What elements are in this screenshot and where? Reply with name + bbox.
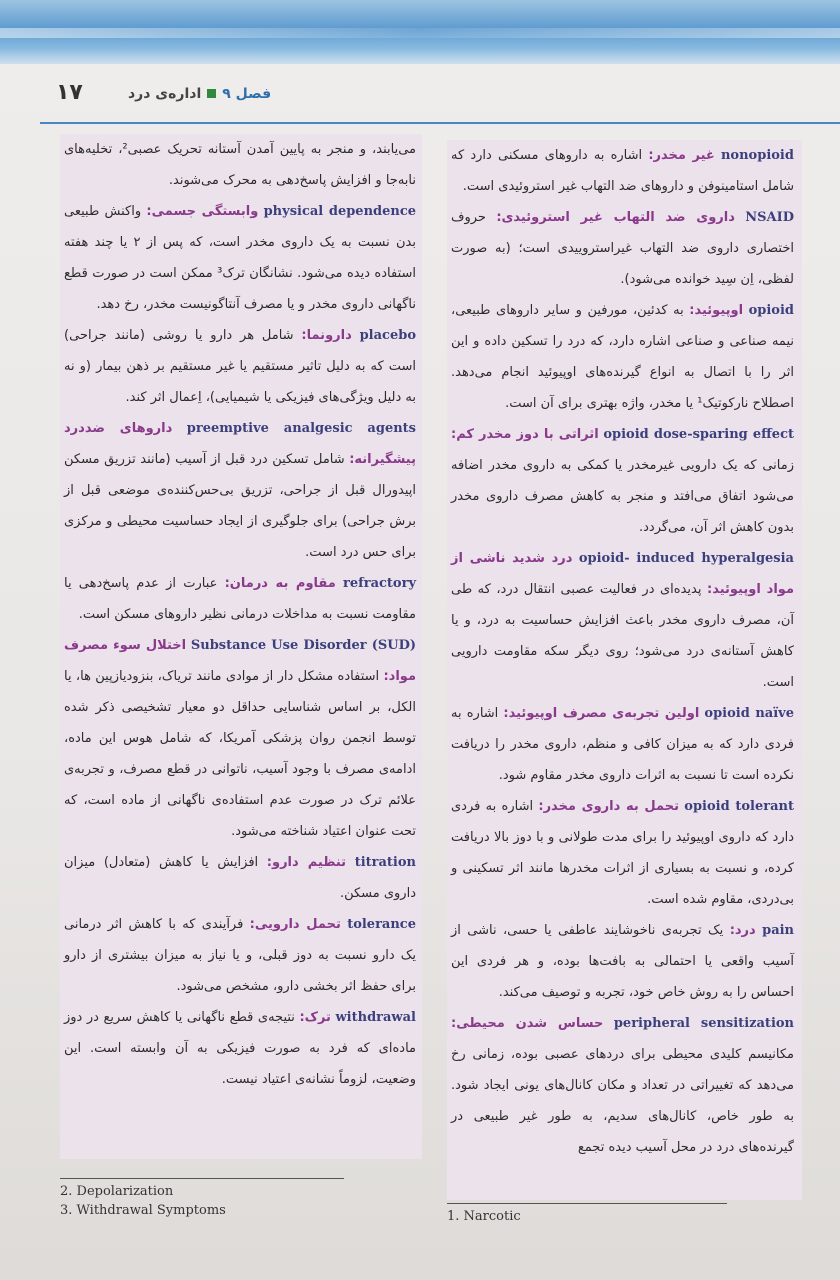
footnote: 2. Depolarization [60,1184,174,1199]
term-english: tolerance [347,917,416,932]
footnote: 3. Withdrawal Symptoms [60,1203,226,1218]
glossary-entry [64,320,416,413]
definition-text: فرآیندی که با کاهش اثر درمانی یک دارو نسبت به دوز قبلی، و یا نیاز به میزان بیشتری از دارو برای حفظ اثر بخشی دارو، مشخص می‌شود. [64,917,416,994]
chapter-title: اداره‌ی درد [128,86,202,102]
definition-text: شامل تسکین درد قبل از آسیب (مانند تزریق مسکن اپیدورال قبل از جراحی، تزریق بی‌حس‌کننده‌ی موضعی قبل از برش جراحی) برای جلوگیری از ایجاد حساسیت محیطی و مرکزی برای حس درد است. [64,452,416,560]
definition-text: پدیده‌ای در فعالیت عصبی انتقال درد، که طی آن، مصرف داروی مخدر باعث افزایش حساسیت به درد، و یا کاهش آستانه‌ی درد می‌شود؛ روی دیگر سکه مقاومت دارویی است. [451,582,794,690]
term-english: NSAID [745,210,794,225]
term-english: opioid [748,303,794,318]
glossary-entry [451,791,794,915]
term-english: pain [762,923,795,938]
glossary-entry [64,413,416,568]
term-english: refractory [343,576,416,591]
definition-text: حروف اختصاری داروی ضد التهاب غیراستروییدی است؛ (به صورت لفظی، اِن سِید خوانده می‌شود). [451,210,794,287]
definition-text: نتیجه‌ی قطع ناگهانی یا کاهش سریع در دوز ماده‌ای که فرد به صورت فیزیکی به آن وابسته است. این وضعیت، لزوماً نشانه‌ی اعتیاد نیست. [64,1010,416,1087]
term-persian: اوپیوئید: [689,303,744,318]
definition-text: می‌یابند، و منجر به پایین آمدن آستانه تحریک عصبی²، تخلیه‌های نابه‌جا و افزایش پاسخ‌دهی به محرک می‌شوند. [64,142,416,188]
left-column [60,134,422,1159]
term-persian: تنظیم دارو: [266,855,347,870]
term-english: peripheral sensitization [613,1016,794,1031]
footnote: 1. Narcotic [447,1209,521,1224]
right-column [447,140,802,1200]
term-persian: مقاوم به درمان: [224,576,336,591]
term-persian: داروهای ضددرد پیشگیرانه: [64,421,416,467]
definition-text: مکانیسم کلیدی محیطی برای دردهای عصبی بوده، زمانی رخ می‌دهد که تغییراتی در تعداد و مکان کانال‌های یونی ایجاد شود. به طور خاص، کانال‌های سدیم، به طور غیر طبیعی در گیرنده‌های درد در محل آسیب دیده تجمع [451,1047,794,1155]
term-persian: تحمل دارویی: [249,917,341,932]
term-persian: اولین تجربه‌ی مصرف اوپیوئید: [503,706,700,721]
glossary-entry [64,630,416,847]
chapter-label: فصل ۹ [222,86,272,102]
term-english: preemptive analgesic agents [186,421,416,436]
definition-text: عبارت از عدم پاسخ‌دهی یا مقاومت نسبت به مداخلات درمانی نظیر داروهای مسکن است. [64,576,416,622]
definition-text: زمانی که یک دارویی غیرمخدر یا کمکی به داروی مخدر اضافه می‌شود اتفاق می‌افتد و منجر به کاهش مصرف داروی مخدر بدون کاهش اثر آن، می‌گردد. [451,458,794,535]
term-english: physical dependence [263,204,417,219]
term-english: withdrawal [335,1010,416,1025]
term-english: Substance Use Disorder (SUD) [190,638,416,653]
glossary-entry [64,196,416,320]
term-persian: دارونما: [301,328,352,343]
glossary-entry [451,698,794,791]
definition-text: اشاره به فردی دارد که داروی اوپیوئید را برای مدت طولانی و با دوز بالا دریافت کرده، و نسبت به بسیاری از اثرات مخدرها مانند اثر تسکینی و بی‌دردی، مقاوم شده است. [451,799,794,907]
chapter-heading [128,86,271,102]
page-number: ۱۷ [56,80,83,105]
top-decorative-band [0,0,840,64]
page-header [0,80,840,120]
term-persian: درد شدید ناشی از مواد اوپیوئید: [451,551,795,597]
term-persian: ترک: [299,1010,331,1025]
term-persian: داروی ضد التهاب غیر استروئیدی: [496,210,735,225]
square-bullet-icon [207,89,216,98]
definition-text: استفاده مشکل دار از موادی مانند تریاک، بنزودیازپین ها، یا الکل، بر اساس شناسایی حداقل دو معیار تشخیصی ذکر شده توسط انجمن روان پزشکی آمریکا، که شامل هوس این ماده، ادامه‌ی مصرف با وجود آسیب، ناتوانی در قطع مصرف، و تجربه‌ی علائم ترک در صورت عدم استفاده‌ی ناگهانی از ماده است، که تحت عنوان اعتیاد شناخته می‌شود. [64,669,416,839]
term-persian: اثراتی با دوز مخدر کم: [451,427,599,442]
glossary-entry [451,1008,794,1163]
term-persian: غیر مخدر: [648,148,715,163]
glossary-entry [451,915,794,1008]
glossary-entry [451,140,794,202]
glossary-entry [451,419,794,543]
term-english: nonopioid [720,148,794,163]
term-persian: حساس شدن محیطی: [451,1016,604,1031]
definition-text: به کدئین، مورفین و سایر داروهای طبیعی، نیمه صناعی و صناعی اشاره دارد، که درد را تسکین داده و این اثر را با اتصال به انواع گیرنده‌های اوپیوئید انجام می‌دهد. اصطلاح نارکوتیک¹ یا مخدر، واژه بهتری برای آن است. [451,303,794,411]
term-english: opioid dose-sparing effect [603,427,794,442]
header-rule [40,122,840,124]
definition-text: اشاره به داروهای مسکنی دارد که شامل استامینوفن و داروهای ضد التهاب غیر استروئیدی است. [451,148,794,194]
footnote-rule-left [60,1178,344,1179]
term-english: placebo [359,328,416,343]
footnote-rule-right [447,1203,727,1204]
definition-text: واکنش طبیعی بدن نسبت به یک داروی مخدر است، که پس از ۲ یا چند هفته استفاده دیده می‌شود. نشانگان ترک³ ممکن است در صورت قطع ناگهانی داروی مخدر و یا مصرف آنتاگونیست مخدر، رخ دهد. [64,204,416,312]
glossary-entry [64,134,416,196]
definition-text: شامل هر دارو یا روشی (مانند جراحی) است که به دلیل تاثیر مستقیم یا غیر مستقیم بر ذهن بیمار (و نه به دلیل ویژگی‌های فیزیکی یا شیمیایی)، اِعمال اثر کند. [64,328,416,405]
term-english: titration [354,855,416,870]
definition-text: یک تجربه‌ی ناخوشایند عاطفی یا حسی، ناشی از آسیب واقعی یا احتمالی به بافت‌ها بوده، و هر فردی این احساس را به روش خاص خود، تجربه و توصیف می‌کند. [451,923,794,1000]
glossary-entry [451,202,794,295]
term-english: opioid tolerant [684,799,794,814]
definition-text: افزایش یا کاهش (متعادل) میزان داروی مسکن. [64,855,416,901]
glossary-entry [64,847,416,909]
term-persian: وابستگی جسمی: [146,204,259,219]
term-english: opioid naïve [704,706,794,721]
glossary-entry [64,1002,416,1095]
term-persian: اختلال سوء مصرف مواد: [64,638,416,684]
term-persian: تحمل به داروی مخدر: [538,799,679,814]
glossary-entry [64,909,416,1002]
glossary-entry [451,295,794,419]
term-persian: درد: [729,923,756,938]
term-english: opioid- induced hyperalgesia [578,551,794,566]
glossary-entry [451,543,794,698]
definition-text: اشاره به فردی دارد که به میزان کافی و منظم، داروی مخدر را دریافت نکرده است تا نسبت به اثرات داروی مخدر مقاوم شود. [451,706,794,783]
glossary-entry [64,568,416,630]
